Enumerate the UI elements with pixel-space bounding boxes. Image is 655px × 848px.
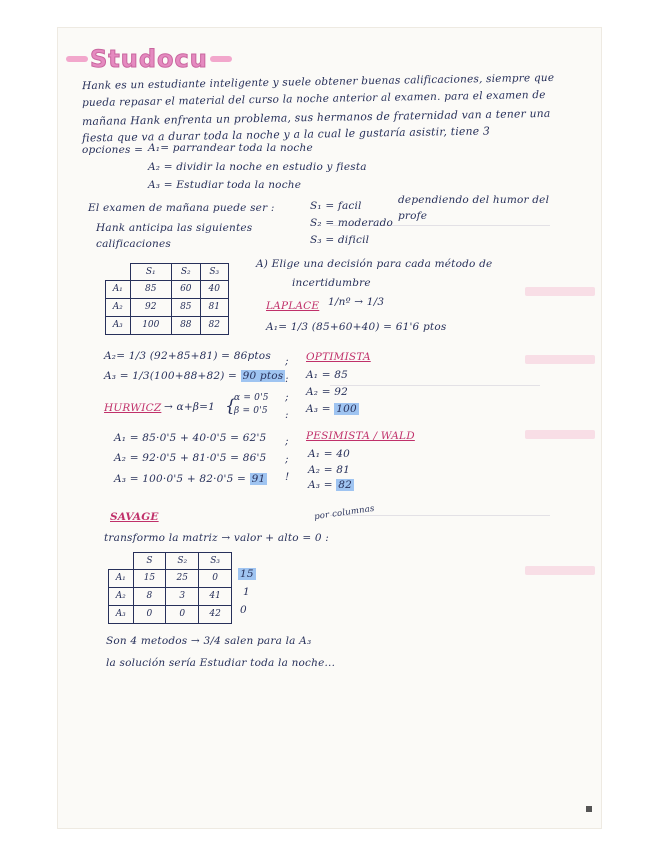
optimista-a3-label: A₃ = (306, 403, 331, 415)
hurwicz-a1: A₁ = 85·0'5 + 40·0'5 = 62'5 (114, 432, 267, 444)
column-divider: ; ; ! (285, 435, 290, 483)
laplace-a2: A₂= 1/3 (92+85+81) = 86ptos (104, 350, 271, 362)
table-cell: 0 (199, 569, 232, 587)
savage-title: SAVAGE (110, 511, 159, 523)
part-a-line-1: A) Elige una decisión para cada método de (256, 258, 493, 270)
bleed-mark (525, 355, 595, 364)
row-label: A₃ (106, 316, 131, 334)
bleed-mark (525, 430, 595, 439)
table-cell: 41 (199, 587, 232, 605)
humor-note-1: dependiendo del humor del (398, 194, 550, 206)
table-header: S (133, 553, 166, 570)
table-cell: 92 (130, 298, 172, 316)
optimista-a2: A₂ = 92 (306, 386, 349, 398)
part-a-line-2: incertidumbre (292, 277, 371, 289)
hurwicz-a3-formula: A₃ = 100·0'5 + 82·0'5 = (114, 473, 247, 485)
option-a3: A₃ = Estudiar toda la noche (148, 179, 302, 191)
option-a1: A₁= parrandear toda la noche (148, 142, 313, 154)
column-divider: ; : ; : (285, 355, 289, 421)
bleed-line (330, 385, 540, 386)
optimista-a3 (306, 403, 359, 415)
table-row (106, 316, 229, 334)
intro-line-2: pueda repasar el material del curso la noche anterior al examen. para el examen de (81, 88, 546, 110)
hurwicz-beta: β = 0'5 (234, 406, 268, 416)
pesimista-a2: A₂ = 81 (308, 464, 351, 476)
intro-line-1: Hank es un estudiante inteligente y suele obtener buenas calificaciones, siempre que (81, 71, 555, 93)
row-label: A₂ (109, 587, 134, 605)
laplace-rule: 1/nº → 1/3 (328, 296, 385, 308)
table-row (109, 553, 232, 570)
pesimista-title: PESIMISTA / WALD (306, 430, 415, 442)
hurwicz-brace: { (225, 396, 237, 416)
laplace-a3-result: 90 ptos (242, 370, 284, 382)
savage-transform: transformo la matriz → valor + alto = 0 : (104, 532, 330, 544)
row-label: A₁ (109, 569, 134, 587)
row-label: A₁ (106, 280, 131, 298)
table-row (109, 605, 232, 623)
exam-line: El examen de mañana puede ser : (88, 202, 275, 214)
laplace-a3 (104, 370, 285, 382)
table-row (109, 587, 232, 605)
hank-anticipa: Hank anticipa las siguientes (96, 222, 253, 234)
regret-table (108, 552, 232, 624)
table-row (106, 298, 229, 316)
table-cell: 8 (133, 587, 166, 605)
state-s1: S₁ = facil (310, 200, 362, 212)
table-cell: 0 (166, 605, 199, 623)
table-cell: 60 (172, 280, 200, 298)
table-row (109, 569, 232, 587)
row-label: A₂ (106, 298, 131, 316)
options-label: opciones = (82, 144, 144, 156)
table-cell: 40 (200, 280, 228, 298)
table-header: S₃ (199, 553, 232, 570)
pesimista-a3-result: 82 (338, 479, 353, 491)
hurwicz-a2: A₂ = 92·0'5 + 81·0'5 = 86'5 (114, 452, 267, 464)
studocu-logo (66, 44, 232, 74)
pesimista-a1: A₁ = 40 (308, 448, 351, 460)
payoff-table (105, 263, 229, 335)
hurwicz-a3-result: 91 (251, 473, 266, 485)
table-cell: 81 (200, 298, 228, 316)
laplace-a1: A₁= 1/3 (85+60+40) = 61'6 ptos (266, 321, 447, 333)
pesimista-a3-label: A₃ = (308, 479, 333, 491)
savage-max-1: 15 (240, 568, 254, 580)
table-cell: 88 (172, 316, 200, 334)
savage-note: por columnas (313, 503, 376, 523)
conclusion-line-1: Son 4 metodos → 3/4 salen para la A₃ (106, 635, 312, 647)
table-row (106, 264, 229, 281)
humor-note-2: profe (398, 210, 428, 222)
savage-max-3: 0 (240, 604, 247, 616)
state-s2: S₂ = moderado (310, 217, 394, 229)
intro-line-3: mañana Hank enfrenta un problema, sus hermanos de fraternidad van a tener una (81, 106, 551, 129)
hank-calificaciones: calificaciones (96, 238, 171, 250)
savage-max-2: 1 (243, 586, 250, 598)
table-cell: 0 (133, 605, 166, 623)
table-row (106, 280, 229, 298)
table-header: S₃ (200, 264, 228, 281)
bleed-mark (525, 287, 595, 296)
option-a2: A₂ = dividir la noche en estudio y fiesta (148, 161, 367, 173)
bleed-mark (525, 566, 595, 575)
table-cell: 100 (130, 316, 172, 334)
table-cell: 82 (200, 316, 228, 334)
page-corner-mark (586, 806, 592, 812)
hurwicz-alpha: α = 0'5 (234, 393, 269, 403)
conclusion-line-2: la solución sería Estudiar toda la noche... (106, 657, 336, 669)
optimista-a3-result: 100 (336, 403, 357, 415)
logo-text: Studocu (90, 45, 208, 73)
table-cell: 25 (166, 569, 199, 587)
laplace-title: LAPLACE (266, 300, 320, 312)
optimista-title: OPTIMISTA (306, 351, 371, 363)
laplace-a3-formula: A₃ = 1/3(100+88+82) = (104, 370, 238, 382)
pesimista-a3 (308, 479, 354, 491)
table-cell: 3 (166, 587, 199, 605)
intro-line-4: fiesta que va a durar toda la noche y a la cual le gustaría asistir, tiene 3 (81, 124, 491, 145)
table-cell: 15 (133, 569, 166, 587)
hurwicz-a3 (114, 473, 267, 485)
table-cell: 42 (199, 605, 232, 623)
table-header: S₂ (172, 264, 200, 281)
optimista-a1: A₁ = 85 (306, 369, 349, 381)
table-header: S₁ (130, 264, 172, 281)
table-header: S₂ (166, 553, 199, 570)
row-label: A₃ (109, 605, 134, 623)
table-cell: 85 (172, 298, 200, 316)
table-cell: 85 (130, 280, 172, 298)
hurwicz-title: HURWICZ (104, 402, 162, 414)
hurwicz-rule: → α+β=1 (164, 401, 215, 413)
state-s3: S₃ = dificil (310, 234, 370, 246)
